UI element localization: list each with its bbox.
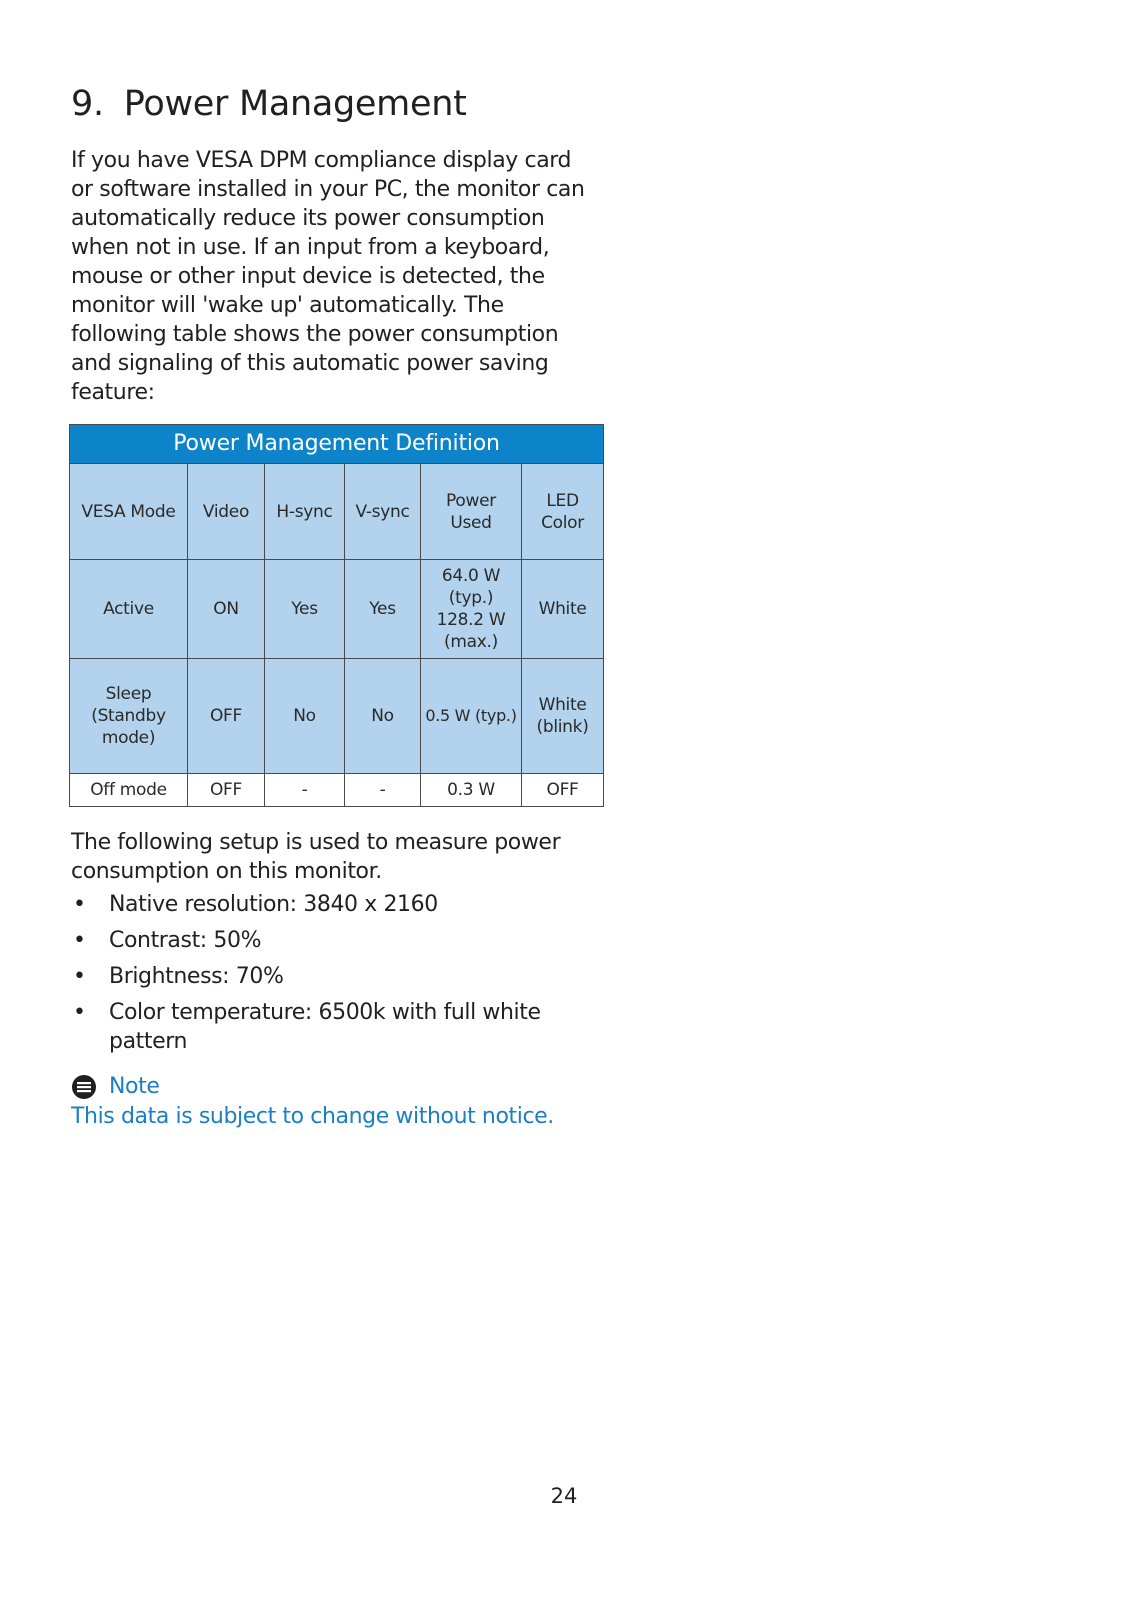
table-cell: Sleep (Standby mode): [70, 659, 188, 774]
table-cell: ON: [188, 560, 265, 659]
section-title: Power Management: [123, 84, 467, 124]
list-item: [71, 998, 601, 1056]
section-number: 9.: [71, 84, 104, 124]
note-label: Note: [109, 1074, 160, 1099]
table-cell: Off mode: [70, 774, 188, 807]
bullet: •: [73, 964, 86, 989]
note-block: [71, 1072, 554, 1131]
table-cell: Yes: [345, 560, 421, 659]
note-text: This data is subject to change without notice.: [71, 1104, 554, 1129]
setup-list: [71, 890, 601, 1063]
column-header: VESA Mode: [70, 464, 188, 560]
table-cell: Yes: [265, 560, 345, 659]
table-row: [70, 774, 604, 807]
intro-paragraph: If you have VESA DPM compliance display card or software installed in your PC, the monitor can automatically reduce its power consumption when not in use. If an input from a keyboard, mouse or other input device is detected, the monitor will 'wake up' automatically. The following table shows the power consumption and signaling of this automatic power saving feature:: [71, 148, 585, 405]
list-item: [71, 962, 601, 991]
list-item-text: Color temperature: 6500k with full white pattern: [109, 1000, 541, 1054]
table-cell: Active: [70, 560, 188, 659]
table-cell: 0.3 W: [421, 774, 522, 807]
page-number-text: 24: [550, 1484, 578, 1508]
bullet: •: [73, 1000, 86, 1025]
table-cell: OFF: [188, 774, 265, 807]
table-cell: -: [265, 774, 345, 807]
bullet: •: [73, 928, 86, 953]
power-management-table: [69, 424, 604, 807]
list-item: [71, 926, 601, 955]
table-cell: 0.5 W (typ.): [421, 659, 522, 774]
table-cell: White (blink): [522, 659, 604, 774]
table-row: [70, 659, 604, 774]
column-header: V-sync: [345, 464, 421, 560]
column-header: Power Used: [421, 464, 522, 560]
table-cell: 64.0 W (typ.) 128.2 W (max.): [421, 560, 522, 659]
setup-paragraph: The following setup is used to measure power consumption on this monitor.: [71, 830, 561, 884]
list-item-text: Brightness: 70%: [109, 964, 284, 989]
column-header: LED Color: [522, 464, 604, 560]
table-cell: OFF: [522, 774, 604, 807]
table-cell: White: [522, 560, 604, 659]
list-item-text: Native resolution: 3840 x 2160: [109, 892, 438, 917]
list-item: [71, 890, 601, 919]
table-title: Power Management Definition: [70, 425, 604, 464]
bullet: •: [73, 892, 86, 917]
column-header: H-sync: [265, 464, 345, 560]
column-header: Video: [188, 464, 265, 560]
page-title: [71, 82, 467, 126]
table-row: [70, 560, 604, 659]
table-header-row: [70, 464, 604, 560]
table-cell: -: [345, 774, 421, 807]
list-item-text: Contrast: 50%: [109, 928, 262, 953]
table-cell: No: [265, 659, 345, 774]
table-cell: No: [345, 659, 421, 774]
page-number: [0, 1484, 1128, 1508]
note-icon: [71, 1074, 97, 1100]
table-cell: OFF: [188, 659, 265, 774]
